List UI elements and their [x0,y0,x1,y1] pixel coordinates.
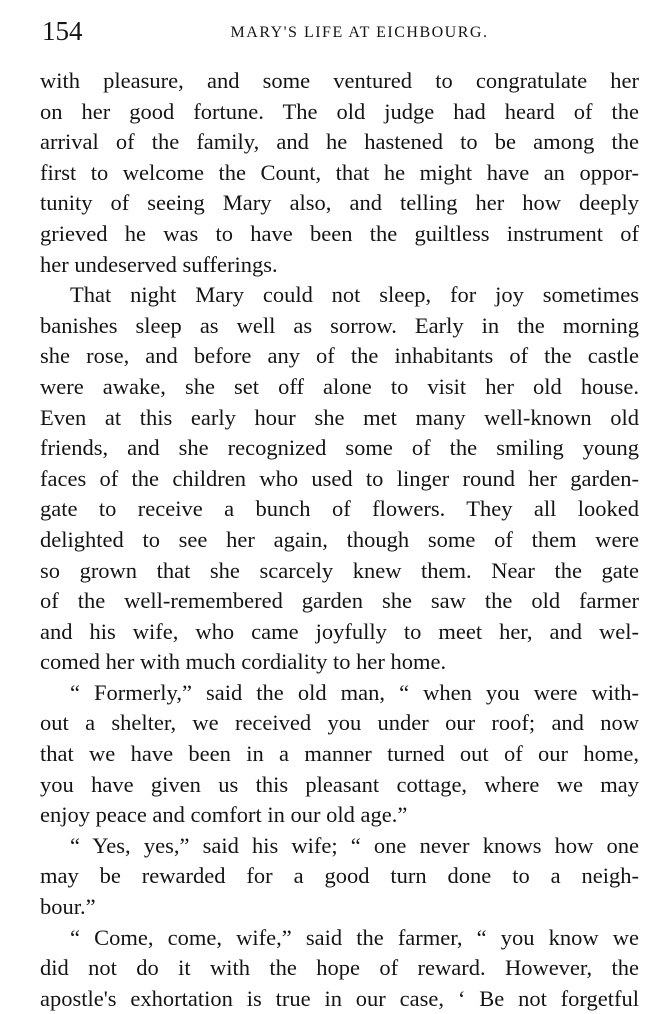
paragraph-first-line: That night Mary could not sleep, for joy sometimes [70,282,639,308]
text-line: friends, and she recognized some of the smiling young [40,435,639,461]
text-line: were awake, she set off alone to visit her old house. [40,373,639,399]
text-line: enjoy peace and comfort in our old age.” [40,802,408,828]
paragraph-first-line: “ Come, come, wife,” said the farmer, “ you know we [70,924,639,950]
text-line: comed her with much cordiality to her home. [40,649,447,675]
text-line: gate to receive a bunch of flowers. They all looked [40,496,639,522]
page-header [42,14,637,48]
text-line: of the well-remembered garden she saw the old farmer [40,588,639,614]
text-line: out a shelter, we received you under our roof; and now [40,710,639,736]
paragraph-first-line: “ Formerly,” said the old man, “ when you were with- [70,679,639,705]
text-line: banishes sleep as well as sorrow. Early in the morning [40,312,639,338]
paragraph-first-line: “ Yes, yes,” said his wife; “ one never knows how one [70,832,639,858]
text-line: her undeserved sufferings. [40,251,278,277]
text-line: with pleasure, and some ventured to congratulate her [40,68,639,93]
text-line: did not do it with the hope of reward. However, the [40,955,639,981]
running-head: MARY'S LIFE AT EICHBOURG. [230,24,489,41]
text-line: faces of the children who used to linger round her garden- [40,465,639,491]
text-line: bour.” [40,894,96,920]
text-line: so grown that she scarcely knew them. Near the gate [40,557,639,583]
text-line: first to welcome the Count, that he might have an oppor- [40,159,639,185]
text-line: apostle's exhortation is true in our case, ‘ Be not forgetful [40,985,639,1011]
text-line: may be rewarded for a good turn done to a neigh- [40,863,639,889]
page-number: 154 [42,16,83,46]
text-line: and his wife, who came joyfully to meet her, and wel- [40,618,639,644]
text-line: that we have been in a manner turned out of our home, [40,741,639,767]
text-line: grieved he was to have been the guiltless instrument of [40,220,639,246]
text-line: Even at this early hour she met many well-known old [40,404,639,430]
text-line: she rose, and before any of the inhabitants of the castle [40,343,639,369]
text-line: on her good fortune. The old judge had heard of the [40,98,639,124]
text-line: arrival of the family, and he hastened to be among the [40,129,639,155]
text-line: tunity of seeing Mary also, and telling her how deeply [40,190,639,216]
body-text [40,66,639,1014]
text-line: delighted to see her again, though some of them were [40,526,639,552]
text-line: you have given us this pleasant cottage, where we may [40,771,639,797]
